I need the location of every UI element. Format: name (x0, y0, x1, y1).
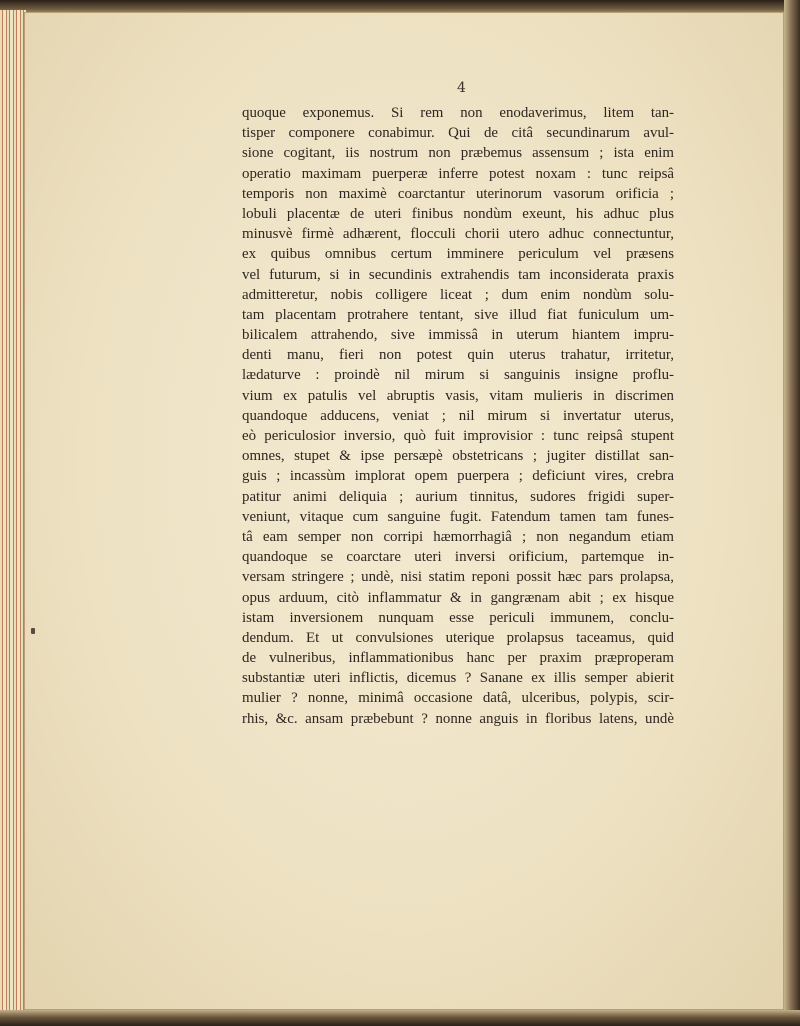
text-line: quandoque adducens, veniat ; nil mirum si invertatur uterus, (242, 407, 674, 424)
text-line: minusvè firmè adhærent, flocculi chorii utero adhuc connectuntur, (242, 226, 674, 243)
page-number: 4 (457, 80, 466, 96)
text-line: tisper componere conabimur. Qui de citâ secundinarum avul- (242, 125, 674, 142)
text-line: tam placentam protrahere tentant, sive illud fiat funiculum um- (242, 306, 674, 323)
text-line: eò periculosior inversio, quò fuit improvisior : tunc reipsâ stupent (242, 428, 674, 444)
text-line: guis ; incassùm implorat opem puerpera ; deficiunt vires, crebra (242, 468, 674, 485)
text-line: opus arduum, citò inflammatur & in gangrænam abit ; ex hisque (242, 589, 674, 606)
text-line: quandoque se coarctare uteri inversi orificium, partemque in- (242, 549, 674, 566)
text-line: lobuli placentæ de uteri finibus nondùm exeunt, his adhuc plus (242, 205, 674, 222)
text-line: patitur animi deliquia ; aurium tinnitus, sudores frigidi super- (242, 488, 674, 505)
text-line: rhis, &c. ansam præbebunt ? nonne anguis in floribus latens, undè (242, 710, 674, 727)
text-line: operatio maximam puerperæ inferre potest noxam : tunc reipsâ (242, 165, 674, 182)
text-line: versam stringere ; undè, nisi statim reponi possit hæc pars prolapsa, (242, 569, 674, 586)
text-line: bilicalem attrahendo, sive immissâ in uterum hiantem impru- (242, 327, 674, 344)
body-text (242, 103, 674, 729)
text-line: sione cogitant, iis nostrum non præbemus assensum ; ista enim (242, 145, 674, 162)
text-line: substantiæ uteri inflictis, dicemus ? Sanane ex illis semper abierit (242, 670, 674, 687)
margin-ink-speck (31, 628, 35, 634)
text-line: vium ex patulis vel abruptis vasis, vitam mulieris in discrimen (242, 387, 674, 404)
text-line: istam inversionem nunquam esse periculi immunem, conclu- (242, 609, 674, 626)
text-line: dendum. Et ut convulsiones uterique prolapsus taceamus, quid (242, 629, 674, 646)
text-line: vel futurum, si in secundinis extrahendis tam inconsiderata praxis (242, 266, 674, 283)
scan-border-right (784, 0, 800, 1026)
text-line: ex quibus omnibus certum imminere periculum vel præsens (242, 246, 674, 263)
text-line: denti manu, fieri non potest quin uterus trahatur, irritetur, (242, 347, 674, 364)
scan-border-bottom (0, 1010, 800, 1026)
text-line: quoque exponemus. Si rem non enodaverimus, litem tan- (242, 105, 674, 121)
book-page-edges (0, 10, 26, 1014)
text-line: omnes, stupet & ipse persæpè obstetricans ; jugiter distillat san- (242, 448, 674, 465)
text-line: tâ eam semper non corripi hæmorrhagiâ ; non negandum etiam (242, 528, 674, 545)
text-line: de vulneribus, inflammationibus hanc per praxim præproperam (242, 650, 674, 667)
text-line: admitteretur, nobis colligere liceat ; dum enim nondùm solu- (242, 286, 674, 303)
text-line: lædaturve : proindè nil mirum si sanguinis insigne proflu- (242, 367, 674, 384)
text-line: veniunt, vitaque cum sanguine fugit. Fatendum tamen tam funes- (242, 508, 674, 525)
text-line: temporis non maximè coarctantur uterinorum vasorum orificia ; (242, 185, 674, 202)
text-line: mulier ? nonne, minimâ occasione datâ, ulceribus, polypis, scir- (242, 690, 674, 707)
